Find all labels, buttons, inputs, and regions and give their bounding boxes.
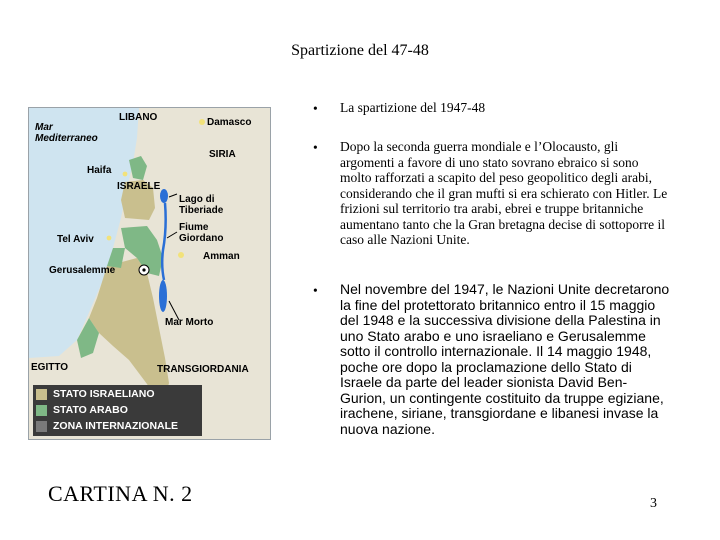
dead-sea (159, 280, 167, 312)
jerusalem-dot (142, 268, 145, 271)
bullet-marker: • (313, 101, 318, 116)
label-lago-tiberiade: Lago di Tiberiade (179, 194, 224, 216)
label-gerusalemme: Gerusalemme (49, 265, 116, 276)
label-mar-mediterraneo: Mar Mediterraneo (35, 122, 98, 144)
bullet-item-2: Dopo la seconda guerra mondiale e l’Olocausto, gli argomenti a favore di uno stato sovrano ebraico si sono molto rafforzati a scapito del peso geopolitico degli arabi, considerando che il gran mufti si era schierato con Hitler. Le frizioni sul territorio tra arabi, ebrei e truppe britanniche aumentano tanto che la Gran bretagna decise di sottoporre il caso alle Nazioni Unite. (340, 139, 668, 247)
legend-swatch-international (36, 421, 47, 432)
legend-row-international (36, 419, 178, 433)
label-mar-morto: Mar Morto (165, 317, 214, 328)
label-egitto: EGITTO (31, 362, 69, 373)
damascus-dot (199, 119, 205, 125)
bullet-item-3: Nel novembre del 1947, le Nazioni Unite decretarono la fine del protettorato britannico entro il 15 maggio del 1948 e la successiva divisione della Palestina in uno Stato arabo e uno israeliano e Gerusalemme sotto il controllo internazionale. Il 14 maggio 1948, poche ore dopo la proclamazione dello Stato di Israele da parte del leader sionista David Ben-Gurion, un contingente costituito da truppe egiziane, irachene, siriane, transgiordane e libanesi invase la nuova nazione. (340, 281, 670, 437)
map-legend (33, 385, 202, 436)
bullet-marker: • (313, 140, 318, 155)
bullet-item-1: La spartizione del 1947-48 (340, 100, 486, 115)
legend-label-international: ZONA INTERNAZIONALE (53, 420, 179, 432)
legend-row-arab (36, 403, 128, 417)
lake-tiberias (160, 189, 168, 203)
label-haifa: Haifa (87, 165, 112, 176)
label-damasco: Damasco (207, 117, 252, 128)
legend-swatch-israeli (36, 389, 47, 400)
slide-title: Spartizione del 47-48 (291, 42, 429, 59)
label-libano: LIBANO (119, 112, 158, 123)
legend-label-israeli: STATO ISRAELIANO (53, 388, 155, 400)
label-fiume-giordano: Fiume Giordano (179, 222, 224, 244)
haifa-dot (123, 172, 128, 177)
label-amman: Amman (203, 251, 240, 262)
page-number: 3 (650, 496, 657, 511)
label-israele: ISRAELE (117, 181, 161, 192)
label-siria: SIRIA (209, 149, 236, 160)
label-tel-aviv: Tel Aviv (57, 234, 94, 245)
amman-dot (178, 252, 184, 258)
legend-label-arab: STATO ARABO (53, 404, 128, 416)
tel-aviv-dot (107, 236, 112, 241)
legend-row-israeli (36, 387, 155, 401)
bullet-marker: • (313, 283, 318, 298)
label-transgiordania: TRANSGIORDANIA (157, 364, 249, 375)
legend-swatch-arab (36, 405, 47, 416)
map-caption: CARTINA N. 2 (48, 481, 193, 506)
